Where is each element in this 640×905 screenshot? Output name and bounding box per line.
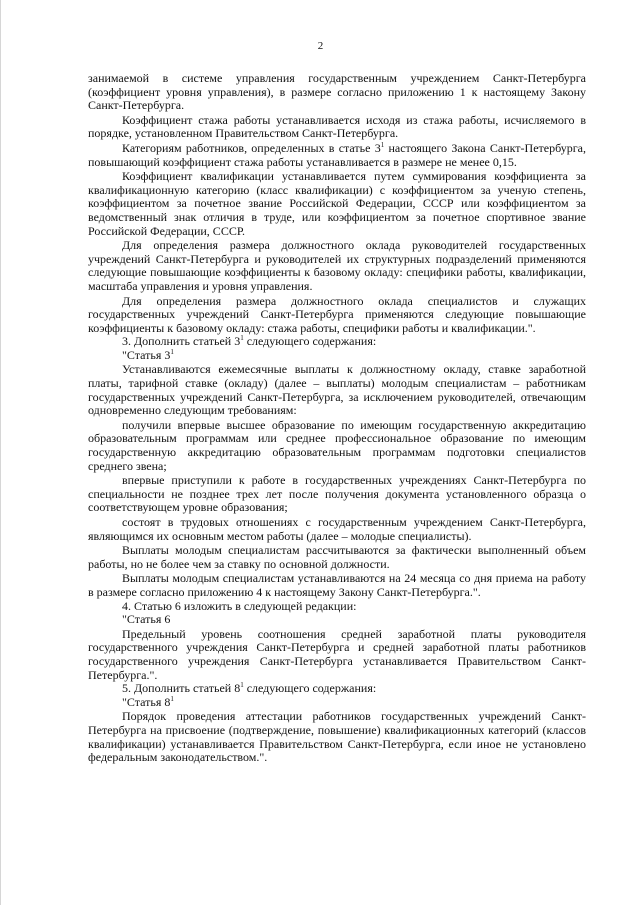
paragraph-13: Выплаты молодым специалистам рассчитываются за фактически выполненный объем работы, но не более чем за ставку по основной должности. — [88, 543, 586, 571]
amendment-5-heading: 5. Дополнить статьей $8^1$ следующего содержания: — [122, 681, 377, 696]
paragraph-1: занимаемой в системе управления государственным учреждением Санкт-Петербурга (коэффициент уровня управления), в размере согласно приложению 1 к настоящему Закону Санкт-Петербурга. — [88, 71, 586, 113]
paragraph-11: впервые приступили к работе в государственных учреждениях Санкт-Петербурга по специальности не позднее трех лет после получения документа установленного образца о соответствующем уровне образования; — [88, 473, 586, 515]
article-8-1-title: "Статья $8^1$ — [122, 694, 174, 709]
paragraph-9: Устанавливаются ежемесячные выплаты к должностному окладу, ставке заработной платы, тарифной ставке (окладу) (далее – выплаты) молодым специалистам – работникам государственных учреждений Санкт-Петербурга, за исключением руководителей, отвечающим одновременно следующим требованиям: — [88, 362, 586, 418]
paragraph-2: Коэффициент стажа работы устанавливается исходя из стажа работы, исчисляемого в порядке, установленном Правительством Санкт-Петербурга. — [88, 112, 586, 141]
paragraph-4: Коэффициент квалификации устанавливается путем суммирования коэффициента за квалификационную категорию (класс квалификации) с коэффициентом за ученую степень, коэффициентом за почетное звание Российской Федерации, СССР или коэффициентом за ведомственный знак отличия в труде, или коэффициентом за почетное спортивное звание Российской Федерации, СССР. — [88, 169, 586, 238]
amendment-4-heading: 4. Статью 6 изложить в следующей редакции: — [122, 598, 357, 613]
paragraph-6: Для определения размера должностного оклада специалистов и служащих государственных учреждений Санкт-Петербурга применяются следующие повышающие коэффициенты к базовому окладу: стажа работы, специфики работы и квалификации.". — [88, 293, 586, 335]
paragraph-5: Для определения размера должностного оклада руководителей государственных учреждений Санкт-Петербурга и руководителей их структурных подразделений применяются следующие повышающие коэффициенты к базовому окладу: специфики работы, квалификации, масштаба управления и уровня управления. — [88, 238, 586, 293]
paragraph-12: состоят в трудовых отношениях с государственным учреждением Санкт-Петербурга, являющимся их основным местом работы (далее – молодые специалисты). — [88, 515, 586, 543]
paragraph-10: получили впервые высшее образование по имеющим государственную аккредитацию образовательным программам или среднее профессиональное образование по имеющим государственную аккредитацию образовательным программам подготовки специалистов среднего звена; — [88, 417, 586, 473]
article-6-title: "Статья 6 — [122, 612, 171, 627]
page-number: 2 — [317, 40, 324, 52]
amendment-3-heading: 3. Дополнить статьей $3^1$ следующего содержания: — [122, 334, 377, 349]
paragraph-3: Категориям работников, определенных в статье $3^1$ настоящего Закона Санкт-Петербурга, повышающий коэффициент стажа работы устанавливается в размере не менее 0,15. — [88, 140, 586, 169]
paragraph-17: Предельный уровень соотношения средней заработной платы руководителя государственного учреждения Санкт-Петербурга и средней заработной платы работников государственного учреждения Санкт-Петербурга устанавливается Правительством Санкт-Петербурга.". — [88, 626, 586, 682]
document-body — [88, 72, 586, 765]
paragraph-20: Порядок проведения аттестации работников государственных учреждений Санкт-Петербурга на присвоение (подтверждение, повышение) квалификационных категорий (классов квалификации) устанавливается Правительством Санкт-Петербурга, если иное не установлено федеральным законодательством.". — [88, 709, 586, 765]
paragraph-14: Выплаты молодым специалистам устанавливаются на 24 месяца со дня приема на работу в размере согласно приложению 4 к настоящему Закону Санкт-Петербурга.". — [88, 571, 586, 599]
article-3-1-title: "Статья $3^1$ — [122, 347, 174, 362]
